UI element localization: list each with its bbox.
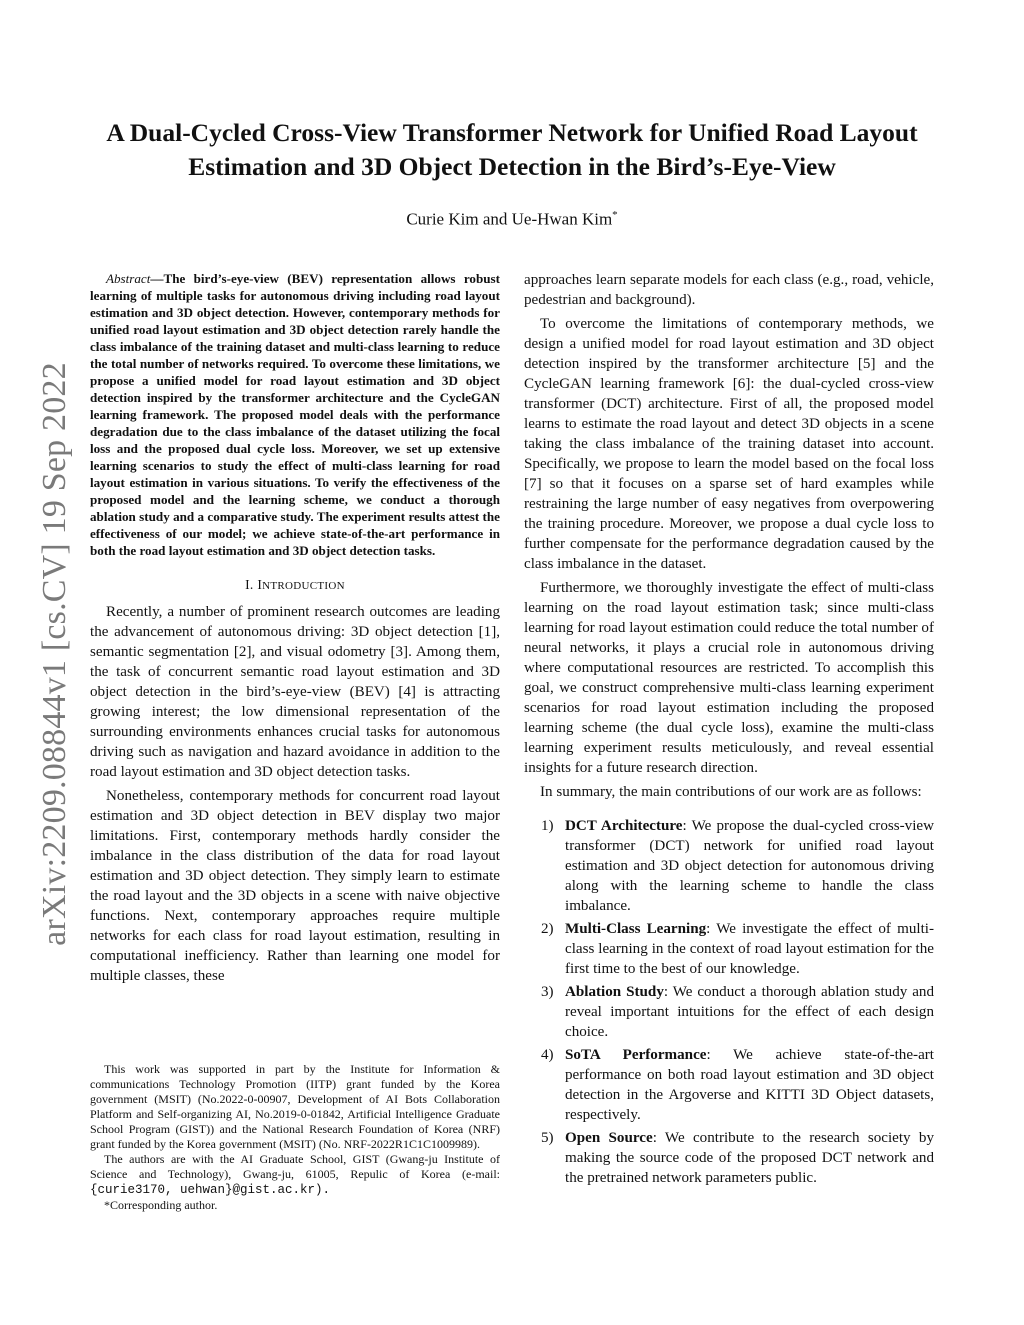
authors <box>0 209 1024 230</box>
intro-paragraph-2: Nonetheless, contemporary methods for concurrent road layout estimation and 3D object detection in BEV display two major limitations. First, contemporary methods hardly consider the imbalance in the class distribution of the data for road layout estimation and 3D object detection. They simply learn to estimate the road layout and the 3D objects in a scene with naive objective functions. Next, contemporary approaches require multiple networks for each class for road layout estimation, resulting in computational inefficiency. Rather than learning one model for multiple classes, these <box>90 788 500 984</box>
contribution-item <box>524 1128 934 1188</box>
affiliation-note <box>90 1152 500 1198</box>
contribution-heading: Multi-Class Learning <box>565 921 707 937</box>
intro-paragraph-3: approaches learn separate models for each class (e.g., road, vehicle, pedestrian and background). <box>524 272 934 308</box>
contribution-number: 3) <box>541 984 554 1000</box>
intro-paragraph-1: Recently, a number of prominent research outcomes are leading the advancement of autonomous driving: 3D object detection [1], semantic segmentation [2], and visual odometry [3]. Among them, the task of concurrent semantic road layout estimation and 3D object detection in the bird’s-eye-view (BEV) [4] is attracting growing interest; the low dimensional representation of the surrounding environments enhances crucial tasks for autonomous driving such as navigation and hazard avoidance in addition to the road layout estimation and 3D object detection tasks. <box>90 604 500 780</box>
contribution-number: 1) <box>541 818 554 834</box>
contribution-text: : We contribute to the research society by making the source code of the proposed DCT network and the pretrained network parameters public. <box>565 1130 934 1186</box>
contribution-heading: Open Source <box>565 1130 653 1146</box>
contribution-item <box>524 919 934 979</box>
abstract <box>90 270 500 559</box>
section-number: I. <box>245 577 254 592</box>
contribution-text: : We achieve state-of-the-art performance on both road layout estimation and 3D object detection in the Argoverse and KITTI 3D Object datasets, respectively. <box>565 1047 934 1123</box>
contribution-item <box>524 982 934 1042</box>
left-column <box>90 270 500 990</box>
intro-paragraph-5: Furthermore, we thoroughly investigate the effect of multi-class learning on the road layout estimation task; since multi-class learning for road layout estimation could reduce the total number of neural networks, it plays a crucial role in autonomous driving where computational resources are restricted. To accomplish this goal, we construct comprehensive multi-class learning experiment scenarios for road layout estimation including the proposed learning scheme (the dual cycle loss), examine the multi-class learning experiment results meticulously, and reveal essential insights for a future research direction. <box>524 580 934 776</box>
contribution-number: 4) <box>541 1047 554 1063</box>
section-heading-introduction <box>90 577 500 593</box>
contribution-number: 5) <box>541 1130 554 1146</box>
section-title-first: I <box>257 577 263 592</box>
abstract-label: Abstract <box>106 271 151 286</box>
paper-title: A Dual-Cycled Cross-View Transformer Network for Unified Road Layout Estimation and 3D Object Detection in the Bird’s-Eye-View <box>106 118 918 181</box>
affiliation-text: The authors are with the AI Graduate School, GIST (Gwang-ju Institute of Science and Technology), Gwang-ju, 61005, Repulic of Korea (e-mail: <box>90 1152 500 1181</box>
intro-paragraph-4: To overcome the limitations of contemporary methods, we design a unified model for road layout estimation and 3D object detection inspired by the transformer architecture [5] and the CycleGAN learning framework [6]: the dual-cycled cross-view transformer (DCT) architecture. First of all, the proposed model learns to estimate the road layout and detect 3D objects in a scene taking the class imbalance of the training dataset into account. Specifically, we propose to learn the model based on the focal loss [7] so that it focuses on a sparse set of hard examples while restraining the large number of easy negatives from overpowering the training procedure. Moreover, we propose a dual cycle loss to further compensate for the performance degradation caused by the class imbalance in the dataset. <box>524 316 934 572</box>
contribution-text: : We propose the dual-cycled cross-view transformer (DCT) network for unified road layout estimation and 3D object detection for autonomous driving along with the learning scheme to handle the class imbalance. <box>565 818 934 914</box>
contribution-heading: SoTA Performance <box>565 1047 707 1063</box>
arxiv-watermark[interactable]: arXiv:2209.08844v1 [cs.CV] 19 Sep 2022 <box>36 362 73 946</box>
contribution-number: 2) <box>541 921 554 937</box>
contribution-item <box>524 1045 934 1125</box>
funding-note: This work was supported in part by the Institute for Information & communications Technology Promotion (IITP) grant funded by the Korea government (MSIT) (No.2022-0-00907, Development of AI Bots Collaboration Platform and Self-organizing AI, No.2019-0-01842, Artificial Intelligence Graduate School Program (GIST)) and the National Research Foundation of Korea (NRF) grant funded by the Korea government (MSIT) (No. NRF-2022R1C1C1009989). <box>90 1062 500 1151</box>
author-names: Curie Kim and Ue-Hwan Kim <box>406 209 613 229</box>
email-address[interactable]: {curie3170, uehwan}@gist.ac.kr). <box>90 1183 331 1197</box>
abstract-text: The bird’s-eye-view (BEV) representation allows robust learning of multiple tasks for autonomous driving including road layout estimation and 3D object detection. However, contemporary methods for unified road layout estimation and 3D object detection rarely handle the class imbalance of the training dataset and multi-class learning to reduce the total number of networks required. To overcome these limitations, we propose a unified model for road layout estimation and 3D object detection inspired by the transformer architecture and the CycleGAN learning framework. The proposed model deals with the performance degradation due to the class imbalance of the dataset utilizing the focal loss and the proposed dual cycle loss. Moreover, we set up extensive learning scenarios to study the effect of multi-class learning for road layout estimation in various situations. To verify the effectiveness of the proposed model and the learning scheme, we conduct a thorough ablation study and a comparative study. The experiment results attest the effectiveness of our model; we achieve state-of-the-art performance in both the road layout estimation and 3D object detection tasks. <box>90 271 500 558</box>
corresponding-note: *Corresponding author. <box>104 1198 218 1212</box>
contribution-heading: Ablation Study <box>565 984 664 1000</box>
contribution-heading: DCT Architecture <box>565 818 683 834</box>
footnotes <box>90 1062 500 1213</box>
contribution-text: : We conduct a thorough ablation study and reveal important intuitions for the effect of each design choice. <box>565 984 934 1040</box>
contribution-item <box>524 816 934 916</box>
abstract-dash: — <box>150 271 164 286</box>
contribution-text: : We investigate the effect of multi-class learning in the context of road layout estimation for the first time to the best of our knowledge. <box>565 921 934 977</box>
intro-paragraph-6: In summary, the main contributions of our work are as follows: <box>540 784 922 800</box>
corresponding-mark: * <box>612 209 618 221</box>
section-title-rest: NTRODUCTION <box>262 580 345 592</box>
contributions-list <box>524 816 934 1188</box>
right-column <box>524 270 934 1191</box>
